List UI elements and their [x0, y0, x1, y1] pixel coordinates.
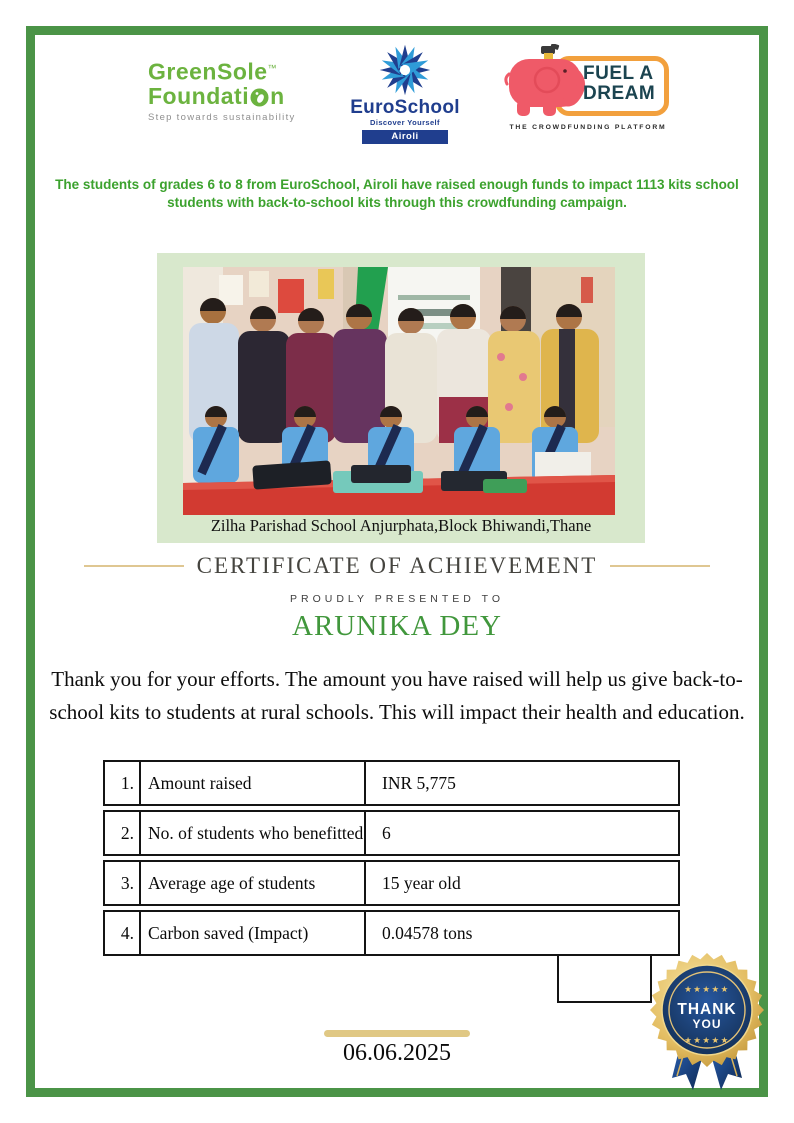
row-number: 3.	[105, 862, 141, 904]
greensole-tagline: Step towards sustainability	[148, 111, 296, 123]
row-value: INR 5,775	[382, 772, 456, 793]
foundation-text-left: Foundati	[148, 82, 250, 109]
certificate-title: CERTIFICATE OF ACHIEVEMENT	[196, 553, 598, 578]
row-number: 4.	[105, 912, 141, 954]
row-number: 2.	[105, 812, 141, 854]
row-value: 15 year old	[382, 872, 461, 893]
row-label: No. of students who benefitted	[141, 812, 366, 854]
row-label: Amount raised	[141, 762, 366, 804]
thank-you-seal-icon	[641, 950, 773, 1092]
badge-you: YOU	[692, 1017, 722, 1031]
elephant-fuelpump-icon	[503, 44, 595, 120]
table-row	[103, 810, 680, 856]
row-label: Average age of students	[141, 862, 366, 904]
presented-label: PROUDLY PRESENTED TO	[289, 593, 504, 605]
badge-thank: THANK	[677, 1001, 737, 1018]
photo-frame	[157, 253, 645, 543]
greensole-name-text: GreenSole	[148, 58, 268, 85]
table-row	[103, 910, 680, 956]
euroschool-branch: Airoli	[362, 130, 448, 144]
row-value: 0.04578 tons	[382, 922, 473, 943]
impact-table	[103, 760, 680, 960]
euroschool-star-icon	[376, 42, 434, 98]
euroschool-name: EuroSchool	[350, 97, 460, 118]
date-underline	[324, 1030, 470, 1037]
euroschool-logo	[340, 42, 470, 144]
fueladream-line1: FUEL A	[583, 63, 654, 84]
row-value: 6	[382, 822, 391, 843]
table-row	[103, 760, 680, 806]
greensole-foundation	[148, 84, 296, 108]
greensole-logo	[148, 56, 296, 123]
fueladream-logo	[503, 48, 673, 138]
title-line-right	[610, 565, 710, 567]
euroschool-tagline: Discover Yourself	[370, 118, 440, 127]
table-row	[103, 860, 680, 906]
fueladream-line2: DREAM	[583, 83, 656, 104]
school-group-photo	[183, 267, 615, 515]
thank-you-message: Thank you for your efforts. The amount you have raised will help us give back-to-school kits to students at rural schools. This will impact their health and education.	[49, 667, 745, 724]
greensole-name	[148, 56, 296, 84]
row-number: 1.	[105, 762, 141, 804]
badge-stars-bottom: ★★★★★	[684, 1035, 730, 1045]
fueladream-wordmark	[583, 64, 669, 104]
photo-caption: Zilha Parishad School Anjurphata,Block Bhiwandi,Thane	[210, 516, 592, 535]
logo-row	[0, 0, 794, 160]
badge-stars-top: ★★★★★	[684, 984, 730, 994]
impact-statement: The students of grades 6 to 8 from EuroSchool, Airoli have raised enough funds to impact 1113 kits school students with back-to-school kits through this crowdfunding campaign.	[55, 177, 739, 210]
trademark-symbol: ™	[267, 63, 278, 73]
row-label: Carbon saved (Impact)	[141, 912, 366, 954]
title-line-left	[84, 565, 184, 567]
globe-footprint-icon	[250, 87, 269, 106]
recipient-name: ARUNIKA DEY	[292, 610, 502, 642]
fueladream-tagline: THE CROWDFUNDING PLATFORM	[509, 124, 667, 131]
thank-you-badge	[641, 950, 773, 1092]
certificate-date: 06.06.2025	[343, 1040, 451, 1066]
certificate-title-row	[0, 553, 794, 579]
foundation-text-right: n	[270, 82, 285, 109]
